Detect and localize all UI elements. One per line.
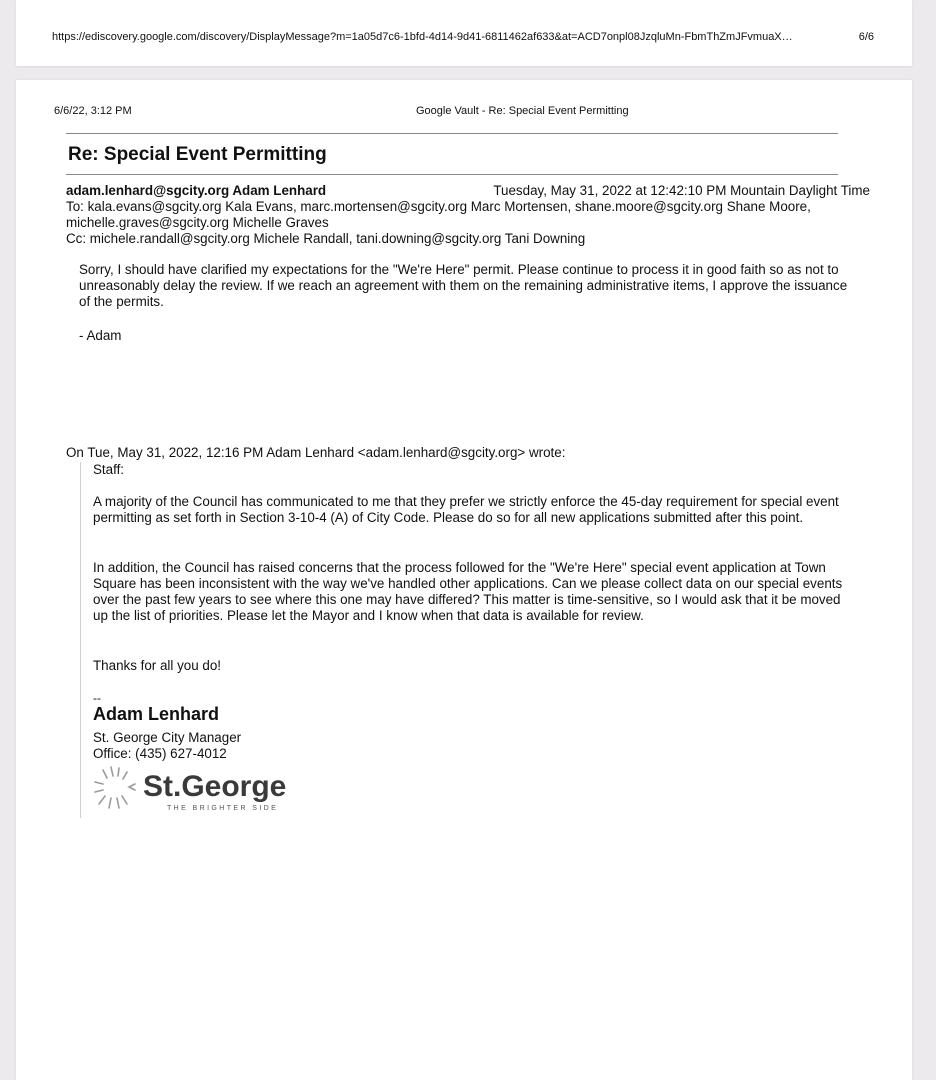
logo-tagline: THE BRIGHTER SIDE xyxy=(167,805,279,812)
email-to-line2: michelle.graves@sgcity.org Michelle Graves xyxy=(66,215,329,230)
email-header xyxy=(66,183,876,247)
page-indicator: 6/6 xyxy=(858,31,874,43)
email-cc: Cc: michele.randall@sgcity.org Michele Randall, tani.downing@sgcity.org Tani Downing xyxy=(66,231,586,246)
st-george-logo xyxy=(89,764,329,816)
sun-burst-icon xyxy=(95,767,135,808)
logo-wordmark: St.George xyxy=(143,770,287,803)
print-title: Google Vault - Re: Special Event Permitting xyxy=(416,105,629,117)
url-bar xyxy=(16,0,912,66)
email-body-paragraph: Sorry, I should have clarified my expectations for the "We're Here" permit. Please continue to process it in good faith so as not to unreasonably delay the review. If we reach an agreement with them on the remaining administrative items, I approve the issuance of the permits. xyxy=(79,262,848,309)
email-sent-date: Tuesday, May 31, 2022 at 12:42:10 PM Mountain Daylight Time xyxy=(493,183,870,198)
divider-subject xyxy=(66,174,838,175)
print-datetime: 6/6/22, 3:12 PM xyxy=(54,105,132,117)
quoted-header: On Tue, May 31, 2022, 12:16 PM Adam Lenhard <adam.lenhard@sgcity.org> wrote: xyxy=(66,445,566,460)
quoted-paragraph-2: In addition, the Council has raised concerns that the process followed for the "We're Here" special event application at Town Square has been inconsistent with the way we've handled other applications. Can we please collect data on our special events over the past few years to see where this one may have differed? This matter is time-sensitive, so I would ask that it be moved up the list of priorities. Please let the Mayor and I know when that data is available for review. xyxy=(93,560,843,623)
email-from: adam.lenhard@sgcity.org Adam Lenhard xyxy=(66,183,327,198)
email-body xyxy=(79,262,854,310)
printed-page xyxy=(16,80,912,1080)
divider-top xyxy=(66,133,838,134)
quoted-message xyxy=(80,462,860,818)
signature-office: Office: (435) 627-4012 xyxy=(93,746,227,761)
url-text: https://ediscovery.google.com/discovery/DisplayMessage?m=1a05d7c6-1bfd-4d14-9d41-6811462af633&at=ACD7onpl08JzqluMn-FbmThZmJFvmuaX… xyxy=(52,31,793,43)
quoted-paragraph-1: A majority of the Council has communicated to me that they prefer we strictly enforce the 45-day requirement for special event permitting as set forth in Section 3-10-4 (A) of City Code. Please do so for all new applications submitted after this point. xyxy=(93,494,839,525)
signature-separator: -- xyxy=(93,691,101,705)
email-to-line1: To: kala.evans@sgcity.org Kala Evans, marc.mortensen@sgcity.org Marc Mortensen, shane.moore@sgcity.org Shane Moore, xyxy=(66,199,811,214)
email-signoff: - Adam xyxy=(79,328,122,343)
quoted-thanks: Thanks for all you do! xyxy=(93,658,222,673)
signature-name: Adam Lenhard xyxy=(93,704,220,724)
quoted-greeting: Staff: xyxy=(93,462,125,477)
signature-title: St. George City Manager xyxy=(93,730,242,745)
email-subject: Re: Special Event Permitting xyxy=(68,144,327,165)
